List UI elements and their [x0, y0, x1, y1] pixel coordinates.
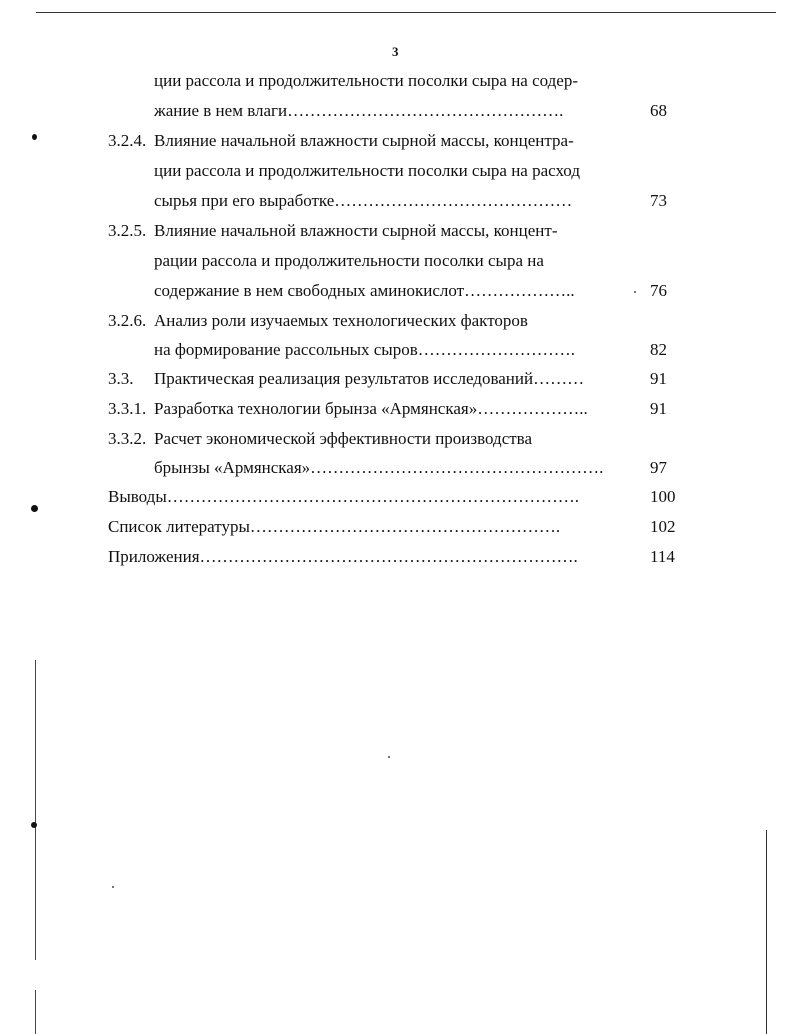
toc-entry-text: рации рассола и продолжительности посолки сыра на [154, 251, 544, 270]
toc-section-number: 3.2.4. [108, 131, 147, 150]
toc-entry-text: содержание в нем свободных аминокислот……………….. [154, 281, 575, 300]
toc-entry-line [108, 216, 557, 246]
left-margin-rule-lower [35, 990, 36, 1034]
toc-page-number: 114 [650, 547, 675, 566]
scan-speck [634, 291, 636, 293]
scan-dot [32, 134, 37, 140]
toc-entry-text: Расчет экономической эффективности производства [154, 429, 533, 448]
toc-page-number: 91 [650, 369, 667, 388]
toc-entry-text: ции рассола и продолжительности посолки сыра на содер- [154, 71, 578, 90]
page-number: 3 [392, 44, 399, 59]
toc-entry-text: Выводы………………………………………………………………. [108, 487, 580, 506]
scan-dot [31, 505, 38, 512]
toc-page-number: 73 [650, 191, 667, 210]
toc-entry-text: Практическая реализация результатов исследований……… [154, 369, 585, 388]
toc-section-number: 3.2.5. [108, 221, 147, 240]
toc-page-number: 91 [650, 399, 667, 418]
toc-entry-text: Разработка технологии брынза «Армянская»……………….. [154, 399, 588, 418]
toc-page-number: 97 [650, 458, 667, 477]
toc-entry-text: брынзы «Армянская»……………………………………………. [154, 458, 604, 477]
toc-entry-text: Влияние начальной влажности сырной массы, концент- [154, 221, 558, 240]
toc-entry-text: Влияние начальной влажности сырной массы, концентра- [154, 131, 574, 150]
top-rule [36, 12, 776, 13]
toc-entry-line [108, 394, 588, 424]
toc-entry-line [108, 306, 528, 336]
toc-page-number: 82 [650, 340, 667, 359]
toc-entry-text: Список литературы………………………………………………. [108, 517, 561, 536]
toc-section-number: 3.3.1. [108, 399, 147, 418]
toc-page-number: 76 [650, 281, 667, 300]
toc-entry-line [108, 424, 532, 454]
right-margin-rule [766, 830, 767, 1034]
toc-entry-line [108, 364, 584, 394]
left-margin-rule [35, 660, 36, 960]
toc-entry-text: сырья при его выработке…………………………………… [154, 191, 573, 210]
toc-entry-text: ции рассола и продолжительности посолки сыра на расход [154, 161, 580, 180]
toc-entry-text: Анализ роли изучаемых технологических факторов [154, 311, 528, 330]
toc-section-number: 3.3.2. [108, 429, 147, 448]
toc-section-number: 3.2.6. [108, 311, 147, 330]
scan-speck [388, 756, 390, 758]
scan-dot [31, 822, 37, 828]
toc-page-number: 68 [650, 101, 667, 120]
toc-page-number: 102 [650, 517, 676, 536]
toc-entry-text: Приложения…………………………………………………………. [108, 547, 578, 566]
toc-entry-line [108, 126, 574, 156]
toc-entry-text: жание в нем влаги…………………………………………. [154, 101, 564, 120]
toc-entry-text: на формирование рассольных сыров………………………. [154, 340, 576, 359]
toc-section-number: 3.3. [108, 369, 134, 388]
toc-page-number: 100 [650, 487, 676, 506]
scan-speck [112, 886, 114, 888]
